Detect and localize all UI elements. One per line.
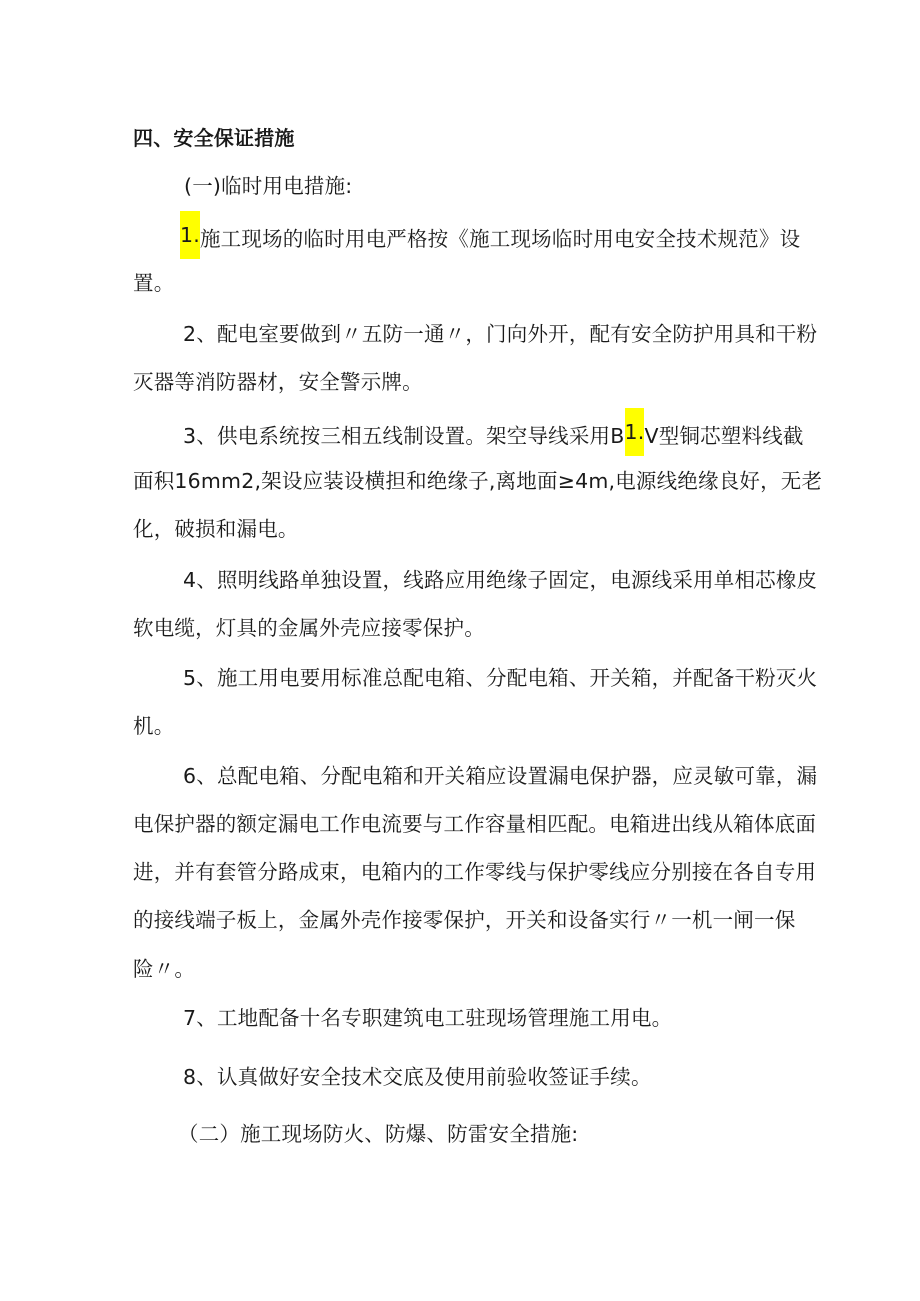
paragraph-2-line-1: 2、配电室要做到〃五防一通〃，门向外开，配有安全防护用具和干粉 (183, 322, 818, 346)
paragraph-8: 8、认真做好安全技术交底及使用前验收签证手续。 (183, 1065, 652, 1089)
paragraph-6-line-5: 险〃。 (133, 957, 196, 981)
highlight-mark: 1. (625, 408, 645, 456)
paragraph-6-line-2: 电保护器的额定漏电工作电流要与工作容量相匹配。电箱进出线从箱体底面 (133, 812, 817, 836)
paragraph-1-line-1 (180, 221, 800, 259)
paragraph-4-line-2: 软电缆，灯具的金属外壳应接零保护。 (133, 616, 485, 640)
highlight-mark: 1. (180, 211, 200, 259)
paragraph-5-line-1: 5、施工用电要用标准总配电箱、分配电箱、开关箱，并配备干粉灭火 (183, 666, 818, 690)
paragraph-3-line-1 (183, 418, 804, 456)
subsection-1-title: (一)临时用电措施: (184, 174, 353, 198)
paragraph-6-line-1: 6、总配电箱、分配电箱和开关箱应设置漏电保护器，应灵敏可靠，漏 (183, 764, 818, 788)
paragraph-4-line-1: 4、照明线路单独设置，线路应用绝缘子固定，电源线采用单相芯橡皮 (183, 568, 818, 592)
paragraph-3-text-b: V型铜芯塑料线截 (644, 424, 804, 448)
paragraph-1-text: 施工现场的临时用电严格按《施工现场临时用电安全技术规范》设 (199, 227, 801, 251)
paragraph-1-line-2: 置。 (133, 271, 175, 295)
paragraph-3-line-3: 化，破损和漏电。 (133, 517, 299, 541)
paragraph-7: 7、工地配备十名专职建筑电工驻现场管理施工用电。 (183, 1006, 673, 1030)
paragraph-3-text-a: 3、供电系统按三相五线制设置。架空导线采用B (183, 424, 625, 448)
paragraph-2-line-2: 灭器等消防器材，安全警示牌。 (133, 370, 423, 394)
paragraph-6-line-4: 的接线端子板上，金属外壳作接零保护，开关和设备实行〃一机一闸一保 (133, 908, 796, 932)
section-heading: 四、安全保证措施 (133, 126, 295, 150)
paragraph-6-line-3: 进，并有套管分路成束，电箱内的工作零线与保护零线应分别接在各自专用 (133, 860, 817, 884)
paragraph-3-line-2: 面积16mm2,架设应装设横担和绝缘子,离地面≥4m,电源线绝缘良好，无老 (133, 469, 823, 493)
subsection-2-title: （二）施工现场防火、防爆、防雷安全措施: (178, 1122, 579, 1146)
paragraph-5-line-2: 机。 (133, 714, 175, 738)
